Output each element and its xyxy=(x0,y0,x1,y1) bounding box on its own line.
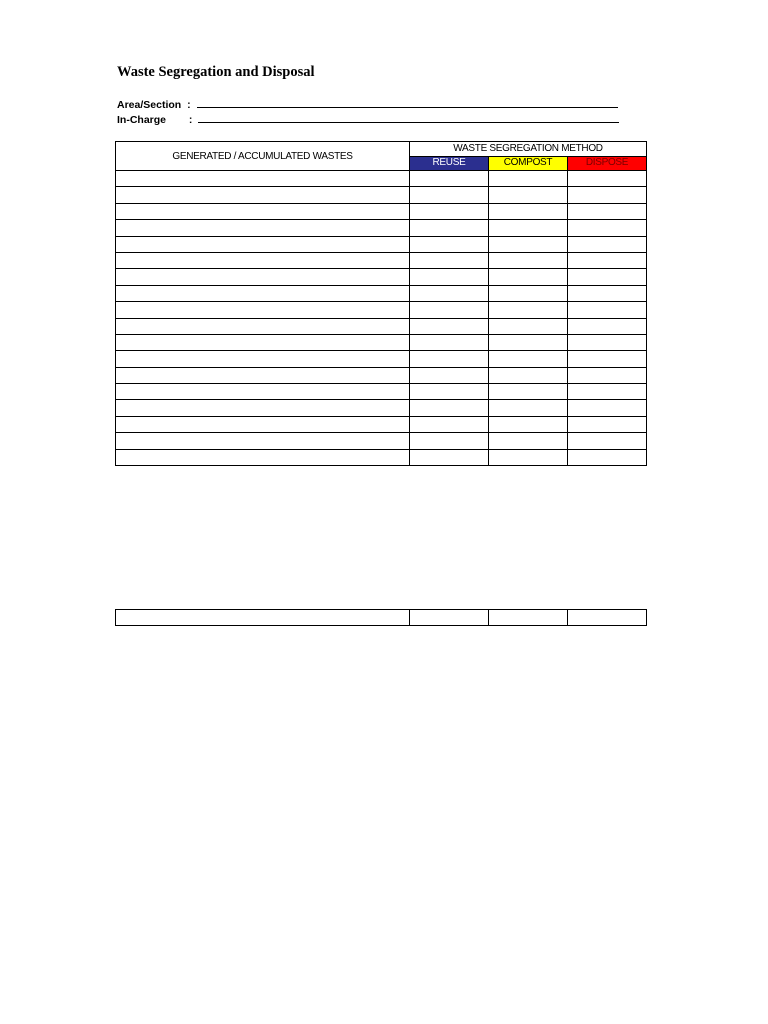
reuse-cell[interactable] xyxy=(410,351,489,367)
waste-cell[interactable] xyxy=(116,400,410,416)
area-section-label: Area/Section xyxy=(117,99,182,111)
in-charge-colon: : xyxy=(188,114,193,126)
table-row xyxy=(116,433,647,449)
table-row xyxy=(116,416,647,432)
table-row xyxy=(116,318,647,334)
reuse-cell[interactable] xyxy=(410,252,489,268)
waste-cell[interactable] xyxy=(116,334,410,350)
reuse-cell[interactable] xyxy=(410,449,489,465)
in-charge-input[interactable] xyxy=(198,113,619,123)
waste-column-header: GENERATED / ACCUMULATED WASTES xyxy=(116,142,410,171)
dispose-cell[interactable] xyxy=(568,187,647,203)
dispose-cell[interactable] xyxy=(568,433,647,449)
reuse-cell[interactable] xyxy=(410,269,489,285)
reuse-cell[interactable] xyxy=(410,203,489,219)
dispose-cell[interactable] xyxy=(568,171,647,187)
compost-cell[interactable] xyxy=(489,187,568,203)
area-section-input[interactable] xyxy=(197,98,618,108)
table-row xyxy=(116,285,647,301)
dispose-cell[interactable] xyxy=(568,318,647,334)
dispose-cell[interactable] xyxy=(568,416,647,432)
table-row xyxy=(116,351,647,367)
compost-cell[interactable] xyxy=(489,269,568,285)
summary-waste-cell[interactable] xyxy=(116,610,410,626)
reuse-cell[interactable] xyxy=(410,400,489,416)
waste-cell[interactable] xyxy=(116,384,410,400)
compost-cell[interactable] xyxy=(489,400,568,416)
compost-cell[interactable] xyxy=(489,367,568,383)
compost-cell[interactable] xyxy=(489,220,568,236)
reuse-cell[interactable] xyxy=(410,384,489,400)
dispose-cell[interactable] xyxy=(568,269,647,285)
table-row xyxy=(116,367,647,383)
reuse-cell[interactable] xyxy=(410,220,489,236)
dispose-cell[interactable] xyxy=(568,351,647,367)
table-row xyxy=(116,171,647,187)
compost-cell[interactable] xyxy=(489,302,568,318)
reuse-cell[interactable] xyxy=(410,416,489,432)
table-row xyxy=(116,400,647,416)
waste-cell[interactable] xyxy=(116,171,410,187)
waste-cell[interactable] xyxy=(116,187,410,203)
compost-cell[interactable] xyxy=(489,433,568,449)
dispose-cell[interactable] xyxy=(568,334,647,350)
reuse-cell[interactable] xyxy=(410,285,489,301)
table-row xyxy=(116,236,647,252)
dispose-cell[interactable] xyxy=(568,236,647,252)
table-row xyxy=(116,220,647,236)
reuse-cell[interactable] xyxy=(410,187,489,203)
waste-cell[interactable] xyxy=(116,269,410,285)
dispose-cell[interactable] xyxy=(568,220,647,236)
waste-cell[interactable] xyxy=(116,449,410,465)
segregation-method-header: WASTE SEGREGATION METHOD xyxy=(410,142,647,157)
table-row xyxy=(116,449,647,465)
compost-cell[interactable] xyxy=(489,236,568,252)
waste-cell[interactable] xyxy=(116,416,410,432)
reuse-cell[interactable] xyxy=(410,318,489,334)
waste-cell[interactable] xyxy=(116,285,410,301)
reuse-cell[interactable] xyxy=(410,236,489,252)
waste-cell[interactable] xyxy=(116,220,410,236)
dispose-cell[interactable] xyxy=(568,302,647,318)
dispose-cell[interactable] xyxy=(568,203,647,219)
table-row xyxy=(116,203,647,219)
table-row xyxy=(116,187,647,203)
compost-cell[interactable] xyxy=(489,252,568,268)
reuse-header: REUSE xyxy=(410,156,489,171)
waste-cell[interactable] xyxy=(116,433,410,449)
area-section-field xyxy=(117,98,618,111)
waste-cell[interactable] xyxy=(116,252,410,268)
in-charge-field xyxy=(117,113,619,126)
waste-cell[interactable] xyxy=(116,236,410,252)
compost-cell[interactable] xyxy=(489,351,568,367)
compost-cell[interactable] xyxy=(489,203,568,219)
dispose-cell[interactable] xyxy=(568,400,647,416)
dispose-cell[interactable] xyxy=(568,449,647,465)
waste-cell[interactable] xyxy=(116,302,410,318)
page-title: Waste Segregation and Disposal xyxy=(117,64,315,80)
compost-cell[interactable] xyxy=(489,285,568,301)
reuse-cell[interactable] xyxy=(410,367,489,383)
compost-cell[interactable] xyxy=(489,318,568,334)
compost-cell[interactable] xyxy=(489,171,568,187)
table-row xyxy=(116,334,647,350)
summary-dispose-cell[interactable] xyxy=(568,610,647,626)
summary-row xyxy=(116,610,647,626)
waste-table xyxy=(115,141,647,466)
reuse-cell[interactable] xyxy=(410,433,489,449)
summary-compost-cell[interactable] xyxy=(489,610,568,626)
in-charge-label: In-Charge xyxy=(117,114,167,126)
compost-cell[interactable] xyxy=(489,334,568,350)
waste-cell[interactable] xyxy=(116,351,410,367)
waste-cell[interactable] xyxy=(116,367,410,383)
dispose-cell[interactable] xyxy=(568,384,647,400)
reuse-cell[interactable] xyxy=(410,171,489,187)
area-section-colon: : xyxy=(187,99,191,111)
table-row xyxy=(116,269,647,285)
summary-table xyxy=(115,609,647,626)
reuse-cell[interactable] xyxy=(410,334,489,350)
summary-reuse-cell[interactable] xyxy=(410,610,489,626)
waste-cell[interactable] xyxy=(116,318,410,334)
compost-cell[interactable] xyxy=(489,384,568,400)
dispose-cell[interactable] xyxy=(568,367,647,383)
table-row xyxy=(116,384,647,400)
reuse-cell[interactable] xyxy=(410,302,489,318)
compost-cell[interactable] xyxy=(489,416,568,432)
compost-header: COMPOST xyxy=(489,156,568,171)
table-row xyxy=(116,302,647,318)
dispose-header: DISPOSE xyxy=(568,156,647,171)
dispose-cell[interactable] xyxy=(568,285,647,301)
dispose-cell[interactable] xyxy=(568,252,647,268)
waste-cell[interactable] xyxy=(116,203,410,219)
table-row xyxy=(116,252,647,268)
compost-cell[interactable] xyxy=(489,449,568,465)
